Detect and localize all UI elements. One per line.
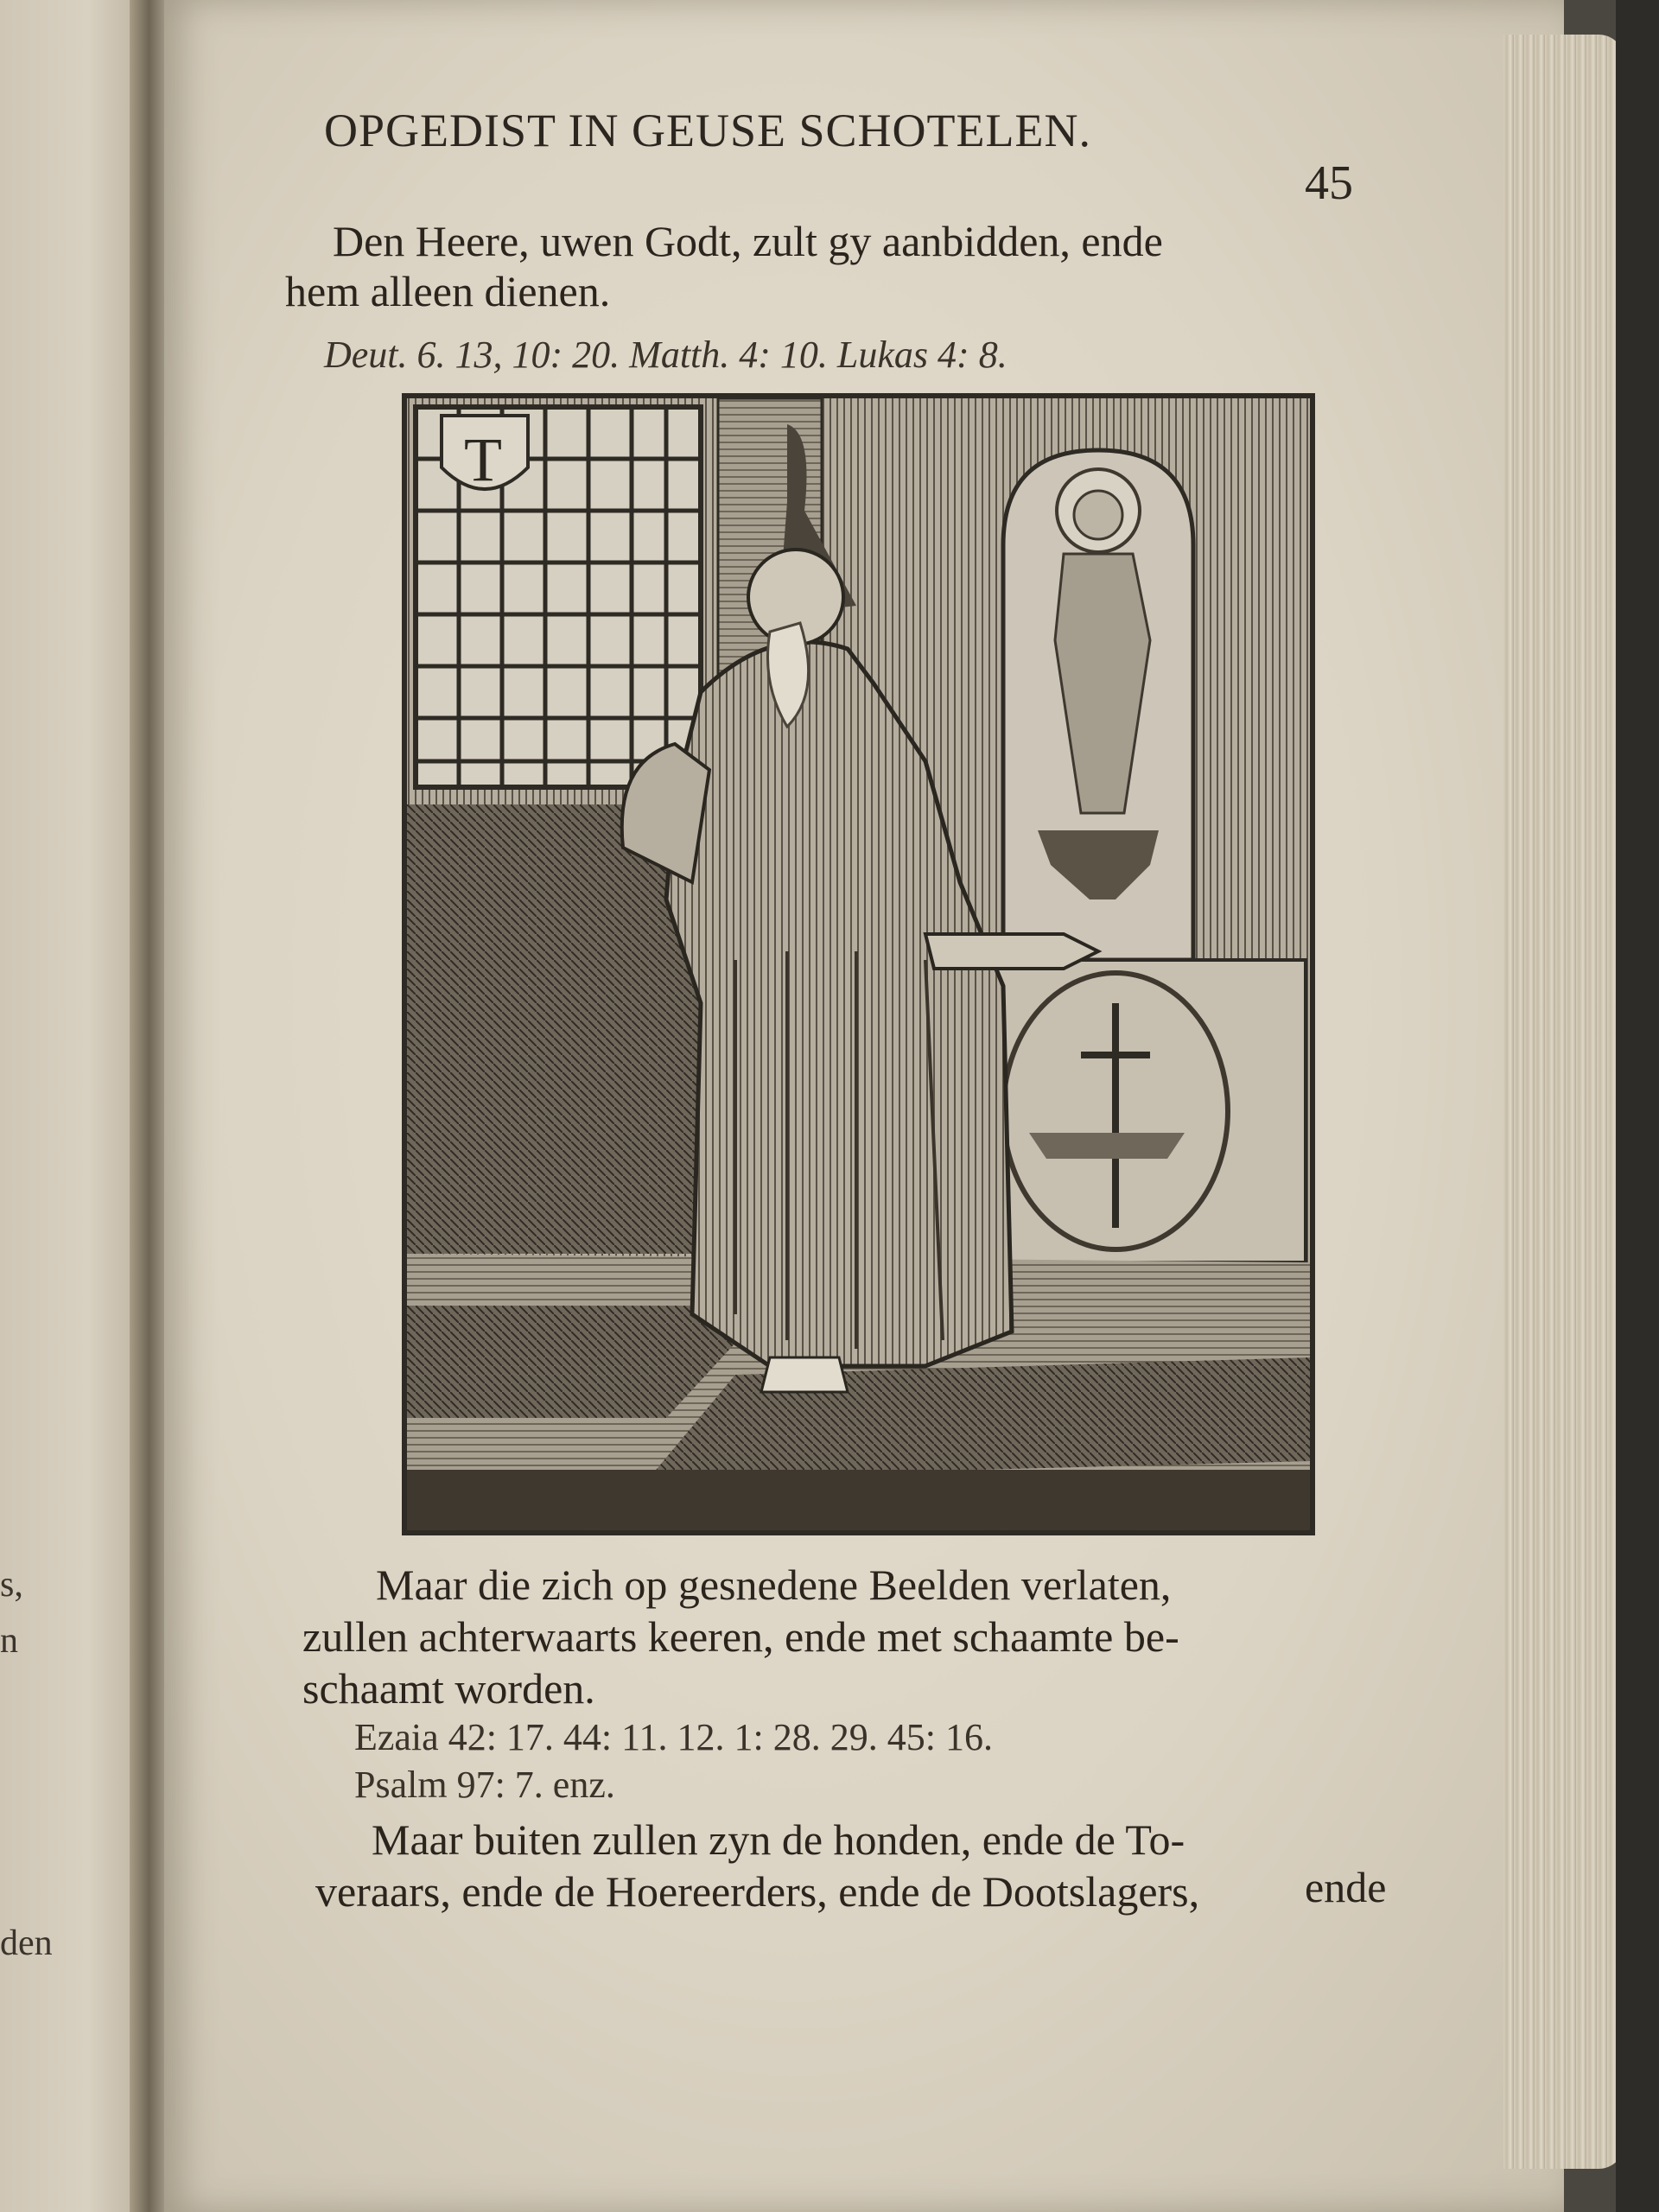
left-page	[0, 0, 147, 2212]
running-head: OPGEDIST IN GEUSE SCHOTELEN.	[324, 105, 1091, 156]
monk-foot	[761, 1357, 848, 1392]
statue-head	[1074, 491, 1122, 539]
left-page-text: den	[0, 1923, 53, 1963]
page-number: 45	[1305, 156, 1353, 210]
floor-border	[407, 1470, 1310, 1530]
verse-line: schaamt worden.	[302, 1664, 595, 1713]
floor-shadow	[649, 1357, 1310, 1478]
verse-line: Maar buiten zullen zyn de honden, ende de To-	[372, 1815, 1185, 1864]
engraving-illustration	[402, 393, 1315, 1535]
altar	[1029, 1133, 1185, 1159]
engraving-drawing	[407, 398, 1310, 1530]
background-edge	[1616, 0, 1659, 2212]
scripture-reference: Ezaia 42: 17. 44: 11. 12. 1: 28. 29. 45: 16.	[354, 1716, 993, 1758]
left-page-text: n	[0, 1621, 18, 1661]
scripture-reference: Psalm 97: 7. enz.	[354, 1764, 615, 1806]
scripture-reference	[324, 333, 1007, 377]
verse-line: veraars, ende de Hoereerders, ende de Dootslagers,	[315, 1867, 1200, 1916]
verse-line: hem alleen dienen.	[285, 267, 611, 315]
verse-line: Den Heere, uwen Godt, zult gy aanbidden, ende	[333, 217, 1163, 265]
left-page-text: s,	[0, 1565, 23, 1605]
monk-outstretched-hand	[925, 934, 1098, 969]
reference-text: Deut. 6. 13, 10: 20. Matth. 4: 10. Lukas 4: 8.	[324, 334, 1007, 376]
shield-letter: T	[464, 425, 502, 494]
cross-panel	[969, 960, 1306, 1262]
verse-line: Maar die zich op gesnedene Beelden verlaten,	[376, 1560, 1172, 1609]
verse-line: zullen achterwaarts keeren, ende met schaamte be-	[302, 1612, 1179, 1661]
page-edges	[1503, 35, 1624, 2169]
verse-catchword: ende	[1305, 1863, 1387, 1911]
